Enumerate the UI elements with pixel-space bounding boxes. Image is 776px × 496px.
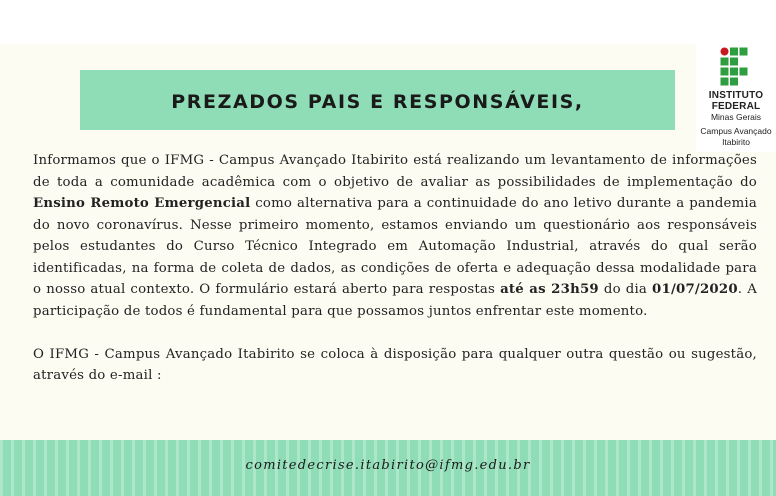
logo-square	[730, 78, 738, 86]
logo-square	[730, 68, 738, 76]
notice-heading: PREZADOS PAIS E RESPONSÁVEIS,	[171, 91, 584, 113]
notice-body	[33, 150, 757, 387]
logo-line-state: Minas Gerais	[710, 112, 762, 122]
logo-square	[721, 78, 729, 86]
logo-line-city: Itabirito	[722, 137, 750, 147]
logo-square	[730, 48, 738, 56]
notice-paragraph-2: O IFMG - Campus Avançado Itabirito se coloca à disposição para qualquer outra questão ou sugestão, através do e-mail :	[33, 346, 757, 383]
highlight-deadline-date: 01/07/2020	[652, 282, 738, 297]
logo-square	[721, 68, 729, 76]
paragraph-1-text-a: Informamos que o IFMG - Campus Avançado Itabirito está realizando um levantamento de informações de toda a comunidade acadêmica com o objetivo de avaliar as possibilidades de implementação do	[33, 153, 757, 190]
logo-square	[740, 68, 748, 76]
heading-banner	[80, 70, 675, 130]
logo-square	[730, 58, 738, 66]
logo-line-federal: FEDERAL	[711, 101, 761, 112]
logo-line-campus: Campus Avançado	[700, 126, 772, 136]
highlight-ensino-remoto: Ensino Remoto Emergencial	[33, 196, 251, 211]
contact-email[interactable]: comitedecrise.itabirito@ifmg.edu.br	[245, 458, 531, 473]
paragraph-1-text-b: como alternativa para a continuidade do ano letivo durante a pandemia do novo coronavírus. Nesse primeiro momento, estamos enviando um questionário aos responsáveis pelos estudantes do Curso Técnico Integrado em Automação Industrial, através do qual serão identificadas, na forma de coleta de dados, as condições de oferta e adequação dessa modalidade para o nosso atual contexto. O formulário estará aberto para respostas	[33, 196, 757, 297]
ifmg-logo	[696, 44, 776, 152]
ifmg-logo-grid-icon	[720, 47, 748, 87]
highlight-deadline-time: até as 23h59	[500, 282, 599, 297]
logo-square	[721, 58, 729, 66]
paragraph-1-text-d: . A participação de todos é fundamental para que possamos juntos enfrentar este momento.	[33, 282, 758, 319]
notice-paragraph-1	[33, 150, 757, 322]
logo-square	[740, 48, 748, 56]
logo-line-instituto: INSTITUTO	[708, 90, 764, 101]
logo-red-dot	[721, 48, 729, 56]
paragraph-1-text-c: do dia	[598, 282, 653, 297]
